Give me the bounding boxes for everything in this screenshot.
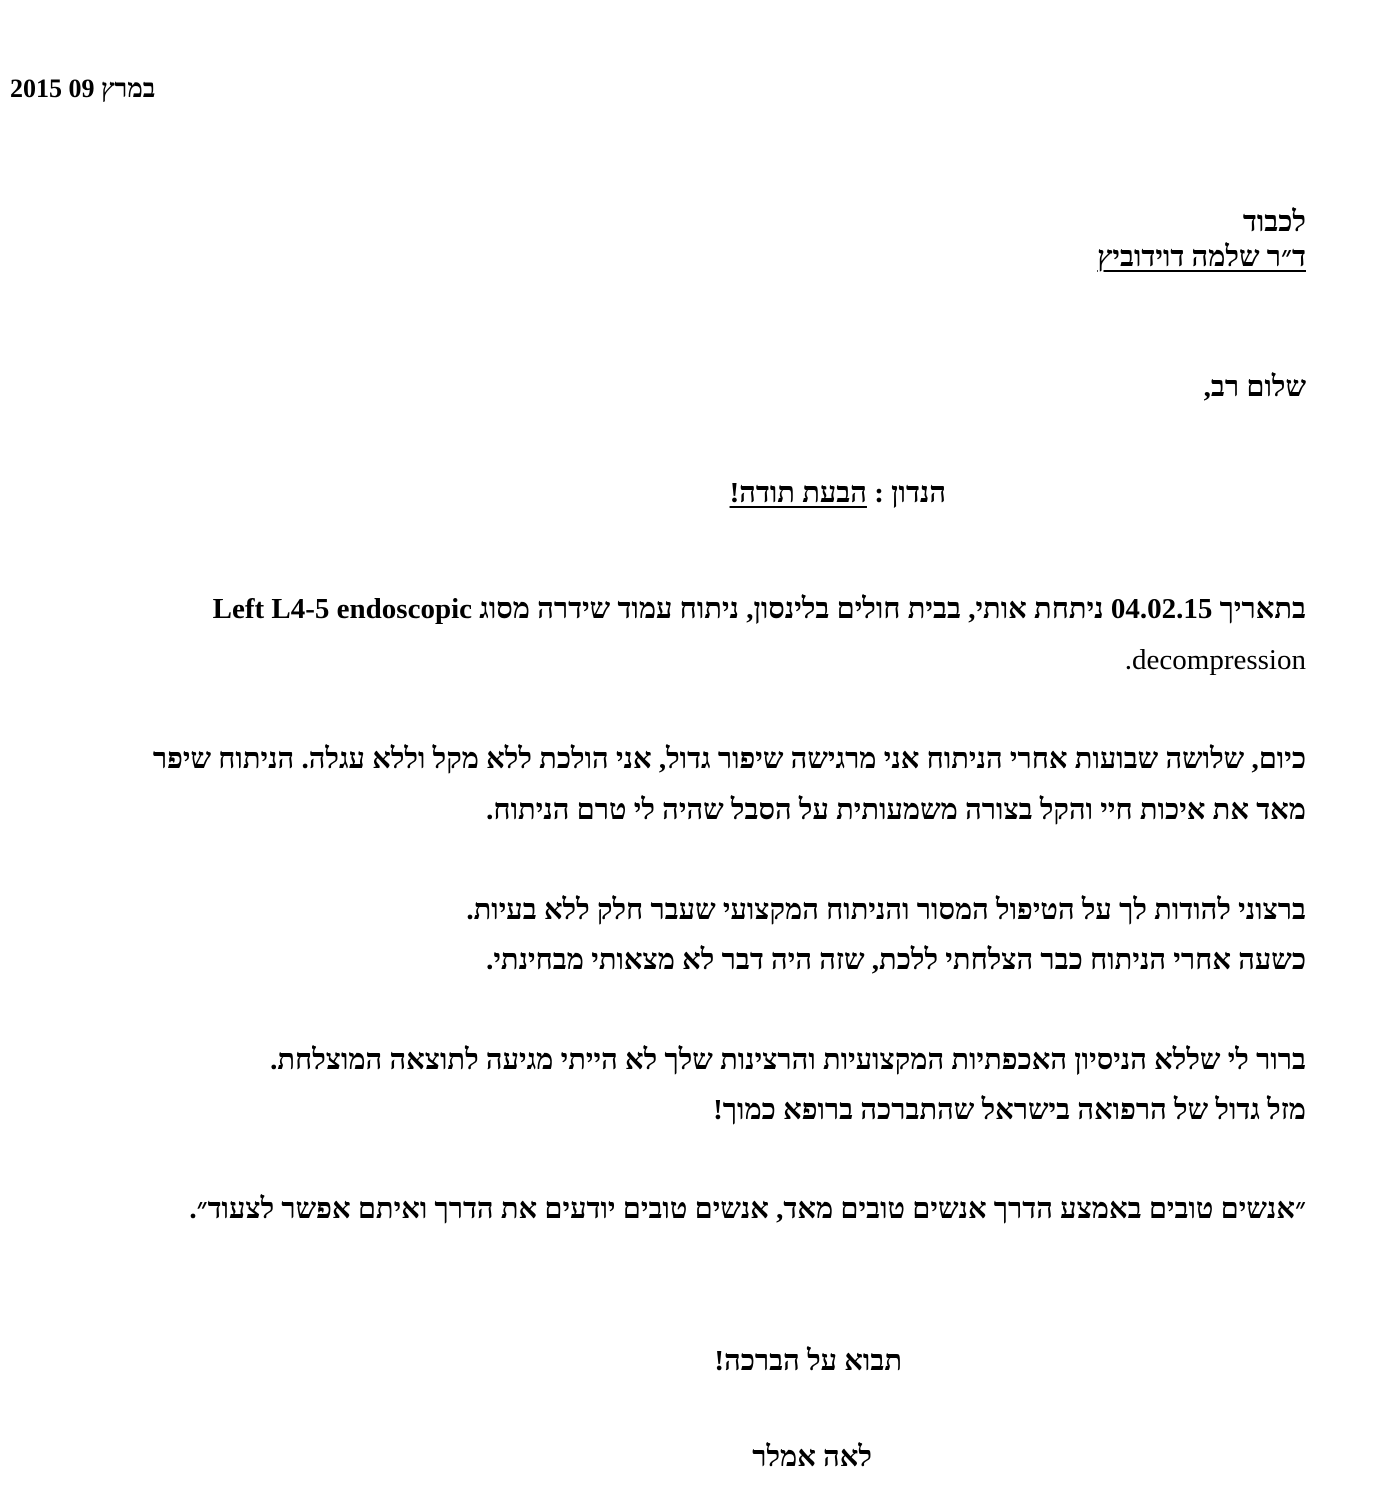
subject-text: הבעת תודה!: [729, 477, 867, 509]
paragraph-1-line-1: בתאריך 04.02.15 ניתחת אותי, בבית חולים בלינסון, ניתוח עמוד שידרה מסוג Left L4-5 endoscopic: [212, 593, 1306, 625]
paragraph-4-line-1: ברור לי שללא הניסיון האכפתיות המקצועיות והרצינות שלך לא הייתי מגיעה לתוצאה המוצלחת.: [270, 1044, 1306, 1076]
paragraph-4-line-2: מזל גדול של הרפואה בישראל שהתברכה ברופא כמוך!: [713, 1094, 1306, 1126]
subject-label: הנדון :: [874, 477, 946, 509]
greeting: שלום רב,: [1203, 371, 1306, 403]
signature: לאה אמלר: [752, 1441, 872, 1473]
subject-line: [730, 476, 946, 510]
paragraph-2-line-2: מאד את איכות חיי והקל בצורה משמעותית על הסבל שהיה לי טרם הניתוח.: [486, 794, 1306, 826]
closing-quote: ״אנשים טובים באמצע הדרך אנשים טובים מאד, אנשים טובים יודעים את הדרך ואיתם אפשר לצעוד״.: [189, 1193, 1306, 1225]
closing-line: תבוא על הברכה!: [714, 1345, 902, 1377]
letter-date: 2015 09 במרץ: [10, 74, 156, 103]
paragraph-1-line-2: .decompression: [1124, 644, 1306, 676]
recipient-prefix: לכבוד: [1242, 206, 1306, 238]
paragraph-3-line-1: ברצוני להודות לך על הטיפול המסור והניתוח המקצועי שעבר חלק ללא בעיות.: [466, 894, 1306, 926]
paragraph-3-line-2: כשעה אחרי הניתוח כבר הצלחתי ללכת, שזה היה דבר לא מצאותי מבחינתי.: [486, 944, 1306, 976]
paragraph-2-line-1: כיום, שלושה שבועות אחרי הניתוח אני מרגישה שיפור גדול, אני הולכת ללא מקל וללא עגלה. הניתוח שיפר: [152, 743, 1306, 775]
recipient-name: ד״ר שלמה דוידוביץ: [1097, 241, 1306, 273]
